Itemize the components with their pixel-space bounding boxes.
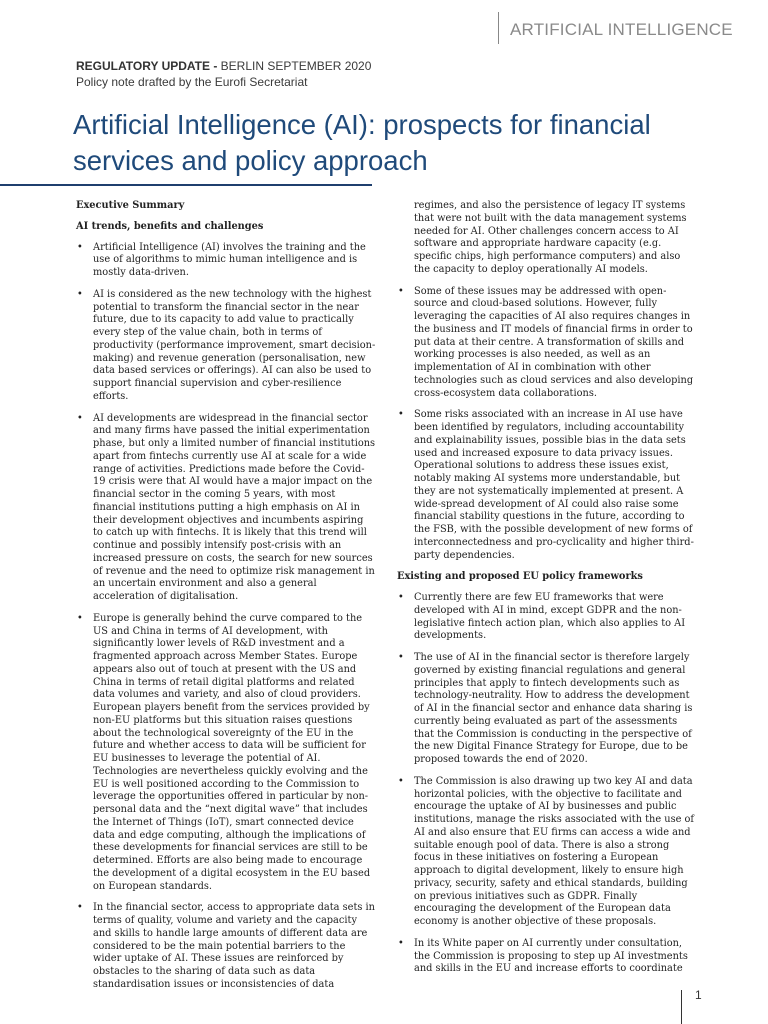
bullet-list	[397, 592, 697, 976]
list-item: • Europe is generally behind the curve compared to the US and China in terms of AI development, with significantly lower levels of R&D investment and a fragmented approach across Member States. Europe appears also out of touch at present with the US and China in terms of retail digital platforms and related data volumes and variety, and also of cloud providers. European players benefit from the services provided by non-EU platforms but this situation raises questions about the technological sovereignty of the EU in the future and whether access to data will be sufficient for EU businesses to leverage the potential of AI. Technologies are nevertheless quickly evolving and the EU is well positioned according to the Commission to leverage the opportunities offered in particular by non-personal data and the “next digital wave” that includes the Internet of Things (IoT), smart connected device data and edge computing, although the implications of these developments for financial services are still to be determined. Efforts are also being made to encourage the development of a digital ecosystem in the EU based on European standards.	[76, 613, 376, 894]
continued-paragraph: regimes, and also the persistence of legacy IT systems that were not built with the data management systems needed for AI. Other challenges concern access to AI software and appropriate hardware capacity (e.g. specific chips, high performance computers) and also the capacity to deploy operationally AI models.	[414, 200, 687, 275]
heading-ai-trends: AI trends, benefits and challenges	[76, 220, 264, 232]
list-item: • Some of these issues may be addressed with open-source and cloud-based solutions. However, fully leveraging the capacities of AI also requires changes in the business and IT models of financial firms in order to put data at their centre. A transformation of skills and working processes is also needed, as well as an implementation of AI in combination with other technologies such as cloud services and also developing cross-ecosystem data collaborations.	[397, 286, 697, 401]
list-item: • The Commission is also drawing up two key AI and data horizontal policies, with the objective to facilitate and encourage the uptake of AI by businesses and public institutions, manage the risks associated with the use of AI and also ensure that EU firms can access a wide and suitable enough pool of data. There is also a strong focus in these initiatives on fostering a European approach to digital development, likely to ensure high privacy, security, safety and ethical standards, building on previous initiatives such as GDPR. Finally encouraging the development of the European data economy is another objective of these proposals.	[397, 776, 697, 929]
list-item: • Currently there are few EU frameworks that were developed with AI in mind, except GDPR and the non-legislative fintech action plan, which also applies to AI developments.	[397, 592, 697, 643]
page-number: 1	[695, 988, 702, 1002]
list-item: • Some risks associated with an increase in AI use have been identified by regulators, including accountability and explainability issues, possible bias in the data sets used and increased exposure to data privacy issues. Operational solutions to address these issues exist, notably making AI systems more understandable, but they are not systematically implemented at present. A wide-spread development of AI could also raise some financial stability questions in the future, according to the FSB, with the possible development of new forms of interconnectedness and pro-cyclicality and higher third-party dependencies.	[397, 409, 697, 562]
update-line	[76, 58, 371, 74]
list-item: • The use of AI in the financial sector is therefore largely governed by existing financial regulations and general principles that apply to fintech developments such as technology-neutrality. How to address the development of AI in the financial sector and enhance data sharing is currently being evaluated as part of the assessments that the Commission is conducting in the perspective of the new Digital Finance Strategy for Europe, due to be proposed towards the end of 2020.	[397, 652, 697, 767]
list-item: • Artificial Intelligence (AI) involves the training and the use of algorithms to mimic human intelligence and is mostly data-driven.	[76, 242, 376, 280]
update-place-date: BERLIN SEPTEMBER 2020	[217, 59, 372, 73]
header-divider	[498, 12, 499, 44]
document-meta	[76, 58, 371, 90]
list-item: • In the financial sector, access to appropriate data sets in terms of quality, volume and variety and the capacity and skills to handle large amounts of different data are considered to be the main potential barriers to the wider uptake of AI. These issues are reinforced by obstacles to the sharing of data such as data standardisation issues or inconsistencies of data	[76, 902, 376, 991]
list-item: • In its White paper on AI currently under consultation, the Commission is proposing to step up AI investments and skills in the EU and increase efforts to coordinate	[397, 938, 697, 976]
footer-divider	[681, 990, 682, 1024]
bullet-list	[76, 242, 376, 992]
list-item: • AI is considered as the new technology with the highest potential to transform the financial sector in the near future, due to its capacity to add value to practically every step of the value chain, both in terms of productivity (performance improvement, smart decision-making) and revenue generation (personalisation, new data based services or offerings). AI can also be used to support financial supervision and cyber-resilience efforts.	[76, 289, 376, 404]
update-label: REGULATORY UPDATE -	[76, 59, 218, 73]
drafted-by: Policy note drafted by the Eurofi Secretariat	[76, 75, 308, 89]
list-item: • AI developments are widespread in the financial sector and many firms have passed the initial experimentation phase, but only a limited number of financial institutions apart from fintechs currently use AI at scale for a wide range of activities. Predictions made before the Covid-19 crisis were that AI would have a major impact on the financial sector in the coming 5 years, with most financial institutions putting a high emphasis on AI in their development objectives and incumbents aspiring to catch up with fintechs. It is likely that this trend will continue and possibly intensify post-crisis with an increased pressure on costs, the search for new sources of revenue and the need to optimize risk management in an uncertain environment and also a general acceleration of digitalisation.	[76, 413, 376, 604]
section-label: ARTIFICIAL INTELLIGENCE	[510, 20, 733, 39]
right-column	[397, 200, 697, 985]
heading-eu-policy-frameworks: Existing and proposed EU policy frameworks	[397, 571, 643, 583]
bullet-list	[397, 286, 697, 563]
heading-executive-summary: Executive Summary	[76, 200, 185, 211]
left-column	[76, 200, 376, 1001]
title-underline	[0, 184, 372, 186]
page-title: Artificial Intelligence (AI): prospects for financial services and policy approach	[73, 109, 651, 176]
